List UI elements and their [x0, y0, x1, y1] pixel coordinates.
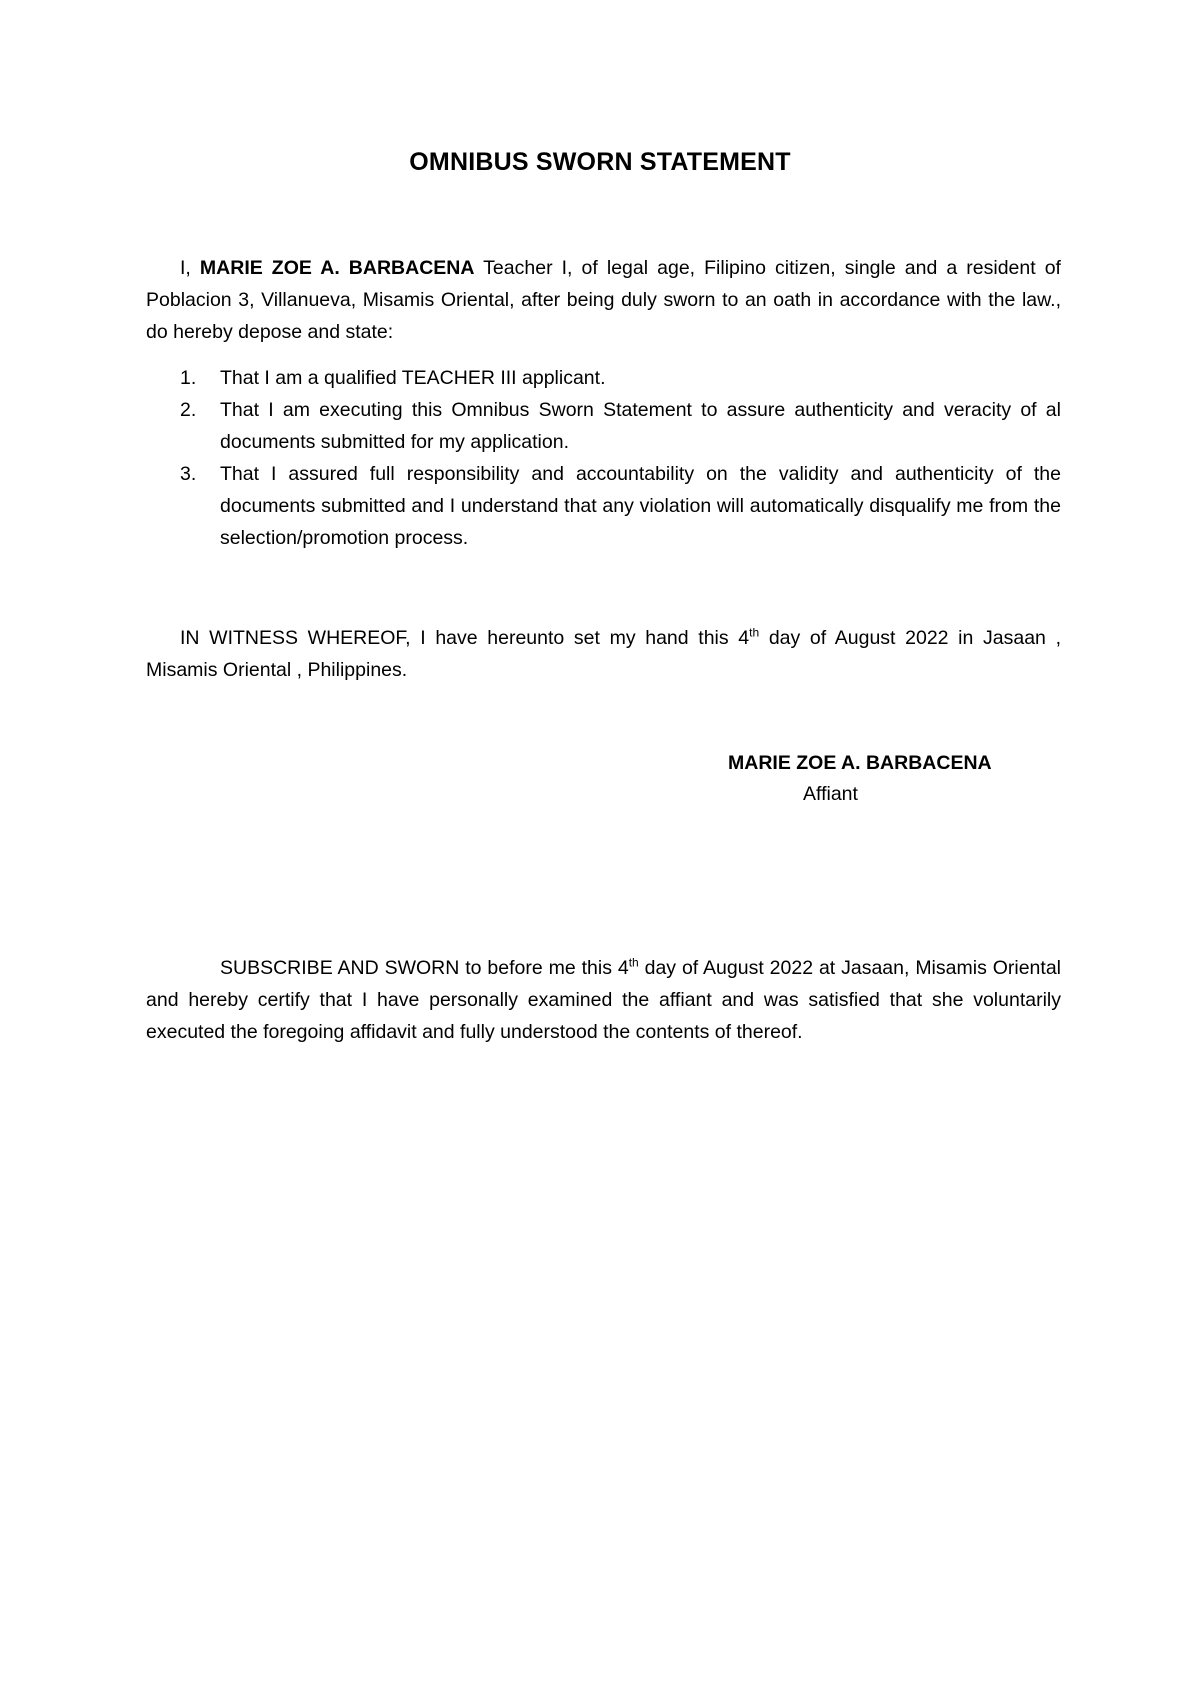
intro-prefix: I,	[180, 257, 200, 279]
list-item	[146, 394, 1061, 458]
intro-rest: Teacher I, of legal age, Filipino citizen, single and a resident of Poblacion 3, Villanueva, Misamis Oriental, after being duly sworn to an oath in accordance with the law., do hereby depose and state:	[146, 257, 1061, 343]
subscribe-ordinal-suffix: th	[628, 955, 639, 970]
witness-ordinal-suffix: th	[749, 625, 760, 640]
witness-after: day of August 2022 in Jasaan , Misamis Oriental , Philippines.	[146, 627, 1061, 681]
list-item-text: That I am executing this Omnibus Sworn Statement to assure authenticity and veracity of al documents submitted for my application.	[220, 399, 1061, 453]
witness-paragraph	[146, 622, 1061, 686]
witness-before: IN WITNESS WHEREOF, I have hereunto set my hand this 4	[180, 627, 750, 649]
list-item-text: That I assured full responsibility and accountability on the validity and authenticity of the documents submitted and I understand that any violation will automatically disqualify me from the selection/promotion process.	[220, 463, 1061, 549]
affiant-name: MARIE ZOE A. BARBACENA	[728, 752, 992, 774]
list-item-number: 2.	[180, 399, 197, 421]
affiant-label: Affiant	[803, 783, 858, 805]
list-item	[146, 362, 1061, 394]
subscribe-after: day of August 2022 at Jasaan, Misamis Oriental and hereby certify that I have personally examined the affiant and was satisfied that she voluntarily executed the foregoing affidavit and fully understood the contents of thereof.	[146, 957, 1061, 1043]
intro-name: MARIE ZOE A. BARBACENA	[199, 257, 475, 279]
subscribe-paragraph	[146, 952, 1061, 1048]
list-item-number: 1.	[180, 367, 197, 389]
intro-paragraph	[146, 252, 1061, 348]
list-item	[146, 458, 1061, 554]
subscribe-before: SUBSCRIBE AND SWORN to before me this 4	[220, 957, 629, 979]
list-item-text: That I am a qualified TEACHER III applicant.	[220, 367, 606, 389]
document-title: OMNIBUS SWORN STATEMENT	[409, 148, 791, 176]
list-item-number: 3.	[180, 463, 197, 485]
statement-list	[146, 362, 1061, 554]
